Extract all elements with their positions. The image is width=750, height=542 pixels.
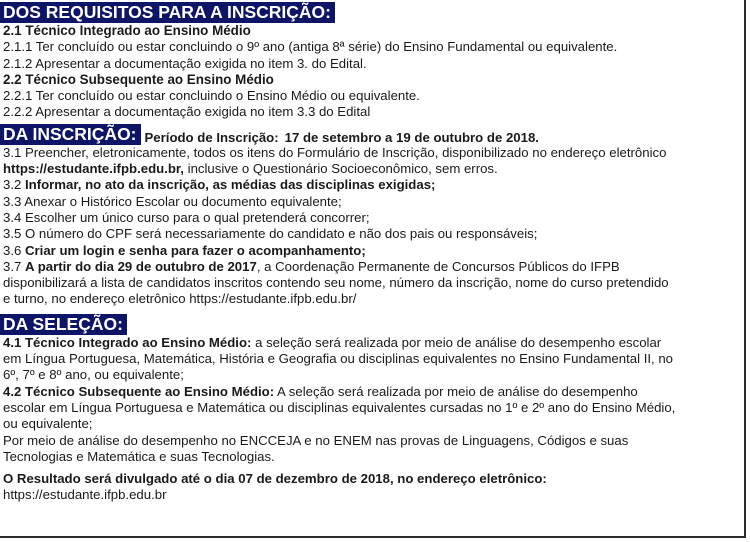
inscricao-37-num: 3.7 xyxy=(3,258,25,274)
requisitos-22-title: 2.2 Técnico Subsequente ao Ensino Médio xyxy=(3,71,274,87)
inscricao-header: DA INSCRIÇÃO: xyxy=(0,124,141,145)
inscricao-37-c: e turno, no endereço eletrônico https://estudante.ifpb.edu.br/ xyxy=(3,291,357,307)
requisitos-222: 2.2.2 Apresentar a documentação exigida no item 3.3 do Edital xyxy=(3,104,371,120)
requisitos-211: 2.1.1 Ter concluído ou estar concluindo o 9º ano (antiga 8ª série) do Ensino Fundamental ou equivalente. xyxy=(3,39,618,55)
inscricao-31-a: 3.1 Preencher, eletronicamente, todos os itens do Formulário de Inscrição, disponibilizado no endereço eletrônico xyxy=(3,144,667,160)
selecao-42-a xyxy=(0,384,744,400)
section-selecao xyxy=(0,314,744,504)
inscricao-33: 3.3 Anexar o Histórico Escolar ou documento equivalente; xyxy=(3,193,342,209)
inscricao-32-text: Informar, no ato da inscrição, as médias das disciplinas exigidas; xyxy=(25,177,436,193)
selecao-41-b: em Língua Portuguesa, Matemática, História e Geografia ou disciplinas equivalentes no Ensino Fundamental II, no xyxy=(3,351,674,367)
selecao-header: DA SELEÇÃO: xyxy=(0,314,127,335)
selecao-42-b: escolar em Língua Portuguesa e Matemática ou disciplinas equivalentes cursadas no 1º e 2º ano do Ensino Médio, xyxy=(3,399,676,415)
section-inscricao xyxy=(0,124,744,308)
inscricao-37-b: disponibilizará a lista de candidatos inscritos contendo seu nome, número da inscrição, nome do curso pretendido xyxy=(3,275,669,291)
inscricao-34: 3.4 Escolher um único curso para o qual pretenderá concorrer; xyxy=(3,209,370,225)
selecao-enem-b: Tecnologias e Matemática e suas Tecnologias. xyxy=(3,448,275,464)
inscricao-37-a xyxy=(0,259,744,275)
requisitos-21-title: 2.1 Técnico Integrado ao Ensino Médio xyxy=(3,23,251,38)
inscricao-32-num: 3.2 xyxy=(3,177,25,193)
inscricao-37-rest: , a Coordenação Permanente de Concursos Públicos do IFPB xyxy=(256,258,620,274)
inscricao-period-label: Período de Inscrição: xyxy=(144,129,279,145)
selecao-41-c: 6º, 7º e 8º ano, ou equivalente; xyxy=(3,367,184,383)
inscricao-35: 3.5 O número do CPF será necessariamente do candidato e não dos pais ou responsáveis; xyxy=(3,226,538,242)
section-requisitos xyxy=(0,0,744,121)
inscricao-32 xyxy=(0,177,744,193)
selecao-42-bold: 4.2 Técnico Subsequente ao Ensino Médio: xyxy=(3,383,275,399)
inscricao-31-url[interactable]: https://estudante.ifpb.edu.br, xyxy=(3,161,184,177)
inscricao-36-num: 3.6 xyxy=(3,242,25,258)
inscricao-31-b xyxy=(0,161,744,177)
inscricao-31-rest: inclusive o Questionário Socioeconômico, sem erros. xyxy=(183,161,498,177)
requisitos-header: DOS REQUISITOS PARA A INSCRIÇÃO: xyxy=(0,2,335,23)
selecao-41-bold: 4.1 Técnico Integrado ao Ensino Médio: xyxy=(3,334,252,350)
inscricao-37-bold: A partir do dia 29 de outubro de 2017 xyxy=(25,258,257,274)
requisitos-212: 2.1.2 Apresentar a documentação exigida no item 3. do Edital. xyxy=(3,55,367,71)
selecao-result-a: O Resultado será divulgado até o dia 07 de dezembro de 2018, no endereço eletrônico: xyxy=(3,471,547,487)
inscricao-36 xyxy=(0,243,744,259)
selecao-42-rest: A seleção será realizada por meio de análise do desempenho xyxy=(274,383,638,399)
inscricao-header-row xyxy=(0,124,744,145)
selecao-41-a xyxy=(0,335,744,351)
requisitos-221: 2.2.1 Ter concluído ou estar concluindo o Ensino Médio ou equivalente. xyxy=(3,88,420,104)
inscricao-36-text: Criar um login e senha para fazer o acompanhamento; xyxy=(25,242,366,258)
selecao-result-url[interactable]: https://estudante.ifpb.edu.br xyxy=(3,487,167,503)
selecao-41-rest: a seleção será realizada por meio de análise do desempenho escolar xyxy=(251,334,662,350)
selecao-42-c: ou equivalente; xyxy=(3,416,93,432)
inscricao-period-value: 17 de setembro a 19 de outubro de 2018. xyxy=(284,129,539,145)
selecao-enem-a: Por meio de análise do desempenho no ENCCEJA e no ENEM nas provas de Linguagens, Códigos e suas xyxy=(3,432,629,448)
